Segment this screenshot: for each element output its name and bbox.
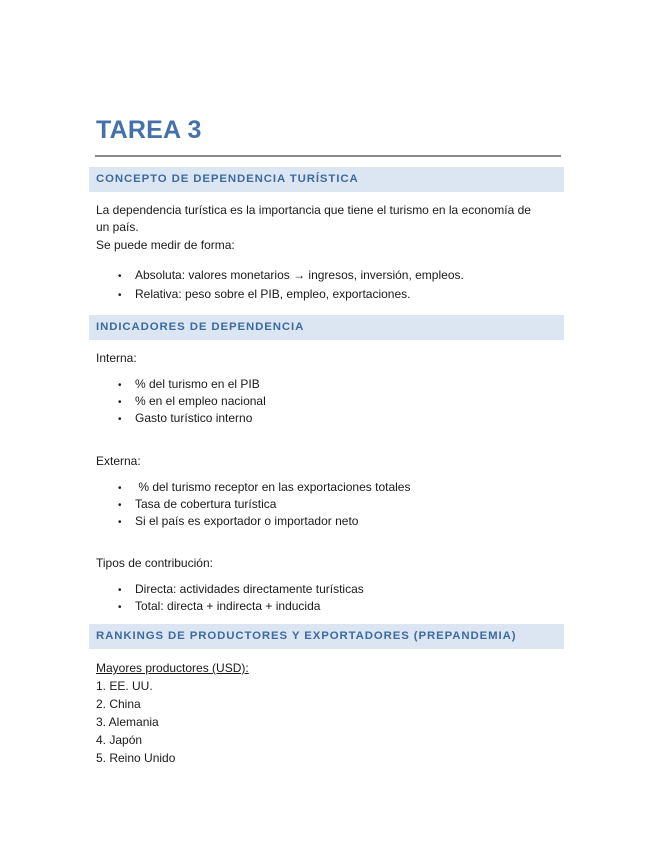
ranking-item: 1. EE. UU. (96, 679, 153, 693)
list-item-text: % del turismo receptor en las exportaciones totales (135, 480, 411, 494)
contribution-label: Tipos de contribución: (96, 556, 213, 570)
list-item (118, 513, 358, 531)
list-item-text: % del turismo en el PIB (135, 377, 260, 391)
bullet-icon: • (118, 380, 122, 391)
paragraph-line: un país. (96, 220, 139, 234)
bullet-icon: • (118, 602, 122, 613)
list-item (118, 410, 252, 428)
ranking-item: 5. Reino Unido (96, 751, 176, 765)
list-item (118, 598, 320, 616)
internal-label: Interna: (96, 351, 137, 365)
ranking-item: 2. China (96, 697, 141, 711)
section-heading-indicadores: INDICADORES DE DEPENDENCIA (89, 315, 564, 340)
bullet-icon: • (118, 517, 122, 528)
paragraph-line: La dependencia turística es la importancia que tiene el turismo en la economía de (96, 203, 531, 217)
external-label: Externa: (96, 454, 141, 468)
list-item (118, 393, 266, 411)
section-heading-concepto: CONCEPTO DE DEPENDENCIA TURÍSTICA (89, 167, 564, 192)
bullet-icon: • (118, 290, 122, 301)
list-item (118, 479, 410, 497)
bullet-icon: • (118, 397, 122, 408)
bullet-icon: • (118, 500, 122, 511)
list-item-text: Si el país es exportador o importador neto (135, 514, 359, 528)
list-item-text: Gasto turístico interno (135, 411, 253, 425)
list-item (118, 286, 410, 304)
title-divider (95, 155, 561, 157)
document-title: TAREA 3 (96, 116, 202, 144)
list-item-text: Relativa: peso sobre el PIB, empleo, exportaciones. (135, 287, 411, 301)
producers-label: Mayores productores (USD): (96, 661, 249, 675)
ranking-item: 4. Japón (96, 733, 143, 747)
ranking-item: 3. Alemania (96, 715, 159, 729)
bullet-icon: • (118, 585, 122, 596)
measure-intro: Se puede medir de forma: (96, 238, 235, 252)
bullet-icon: • (118, 271, 122, 282)
list-item (118, 267, 464, 285)
bullet-icon: • (118, 414, 122, 425)
list-item-text: Absoluta: valores monetarios → ingresos, inversión, empleos. (135, 268, 464, 282)
list-item-text: Directa: actividades directamente turísticas (135, 582, 364, 596)
list-item-text: % en el empleo nacional (135, 394, 266, 408)
list-item-text: Total: directa + indirecta + inducida (135, 599, 321, 613)
section-heading-rankings: RANKINGS DE PRODUCTORES Y EXPORTADORES (PREPANDEMIA) (89, 624, 564, 649)
list-item (118, 376, 260, 394)
list-item (118, 581, 364, 599)
list-item (118, 496, 276, 514)
list-item-text: Tasa de cobertura turística (135, 497, 277, 511)
bullet-icon: • (118, 483, 122, 494)
